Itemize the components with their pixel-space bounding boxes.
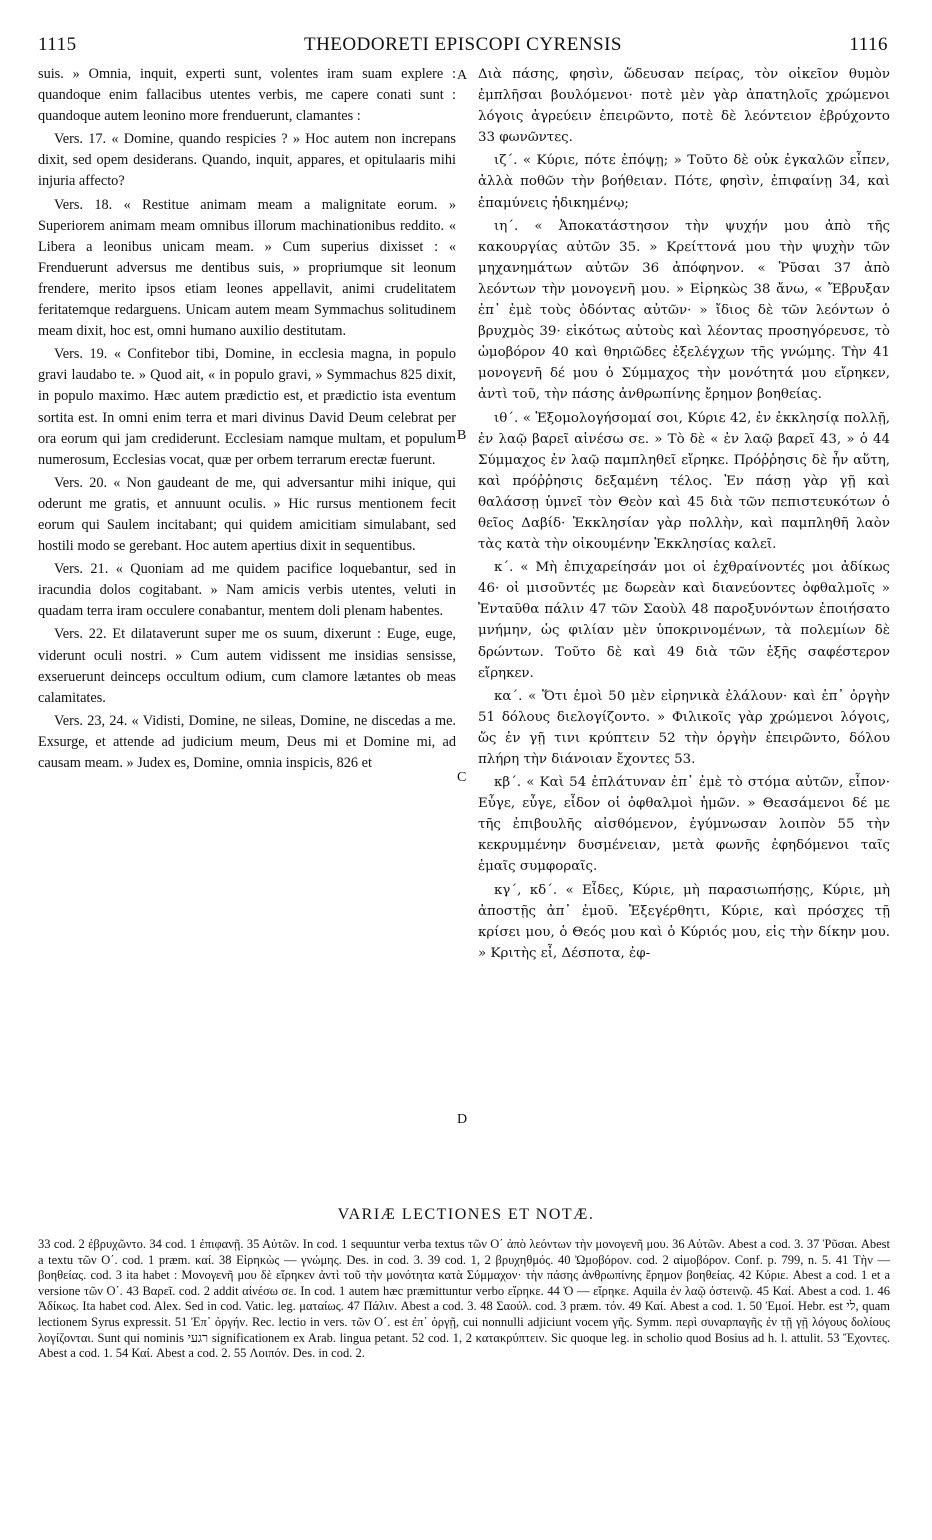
latin-paragraph: Vers. 19. « Confitebor tibi, Domine, in ecclesia magna, in populo gravi laudabo te. » Quod ait, « in populo gravi, » Symmachus 825 dixit, in populo maximo. Hæc autem prædictio est, et prædictio ista eventum sortita est. In omni enim terra et mari divinus David Deum celebrat per ora eorum qui jam crediderunt. Ecclesiam namque multam, et populum numerosum, Ecclesias vocat, quæ per orbem terrarum erectæ fuerunt.: [38, 346, 456, 468]
latin-paragraph: suis. » Omnia, inquit, experti sunt, volentes iram suam explere : quandoque enim fallacibus utentes verbis, me capere conati sunt : quandoque autem leonino more frenduerunt, clamantes :: [38, 66, 456, 125]
margin-mark-d: D: [457, 1112, 468, 1127]
greek-paragraph: κβ΄. « Καὶ 54 ἐπλάτυναν ἐπ᾽ ἐμὲ τὸ στόμα αὐτῶν, εἶπον· Εὖγε, εὖγε, εἶδον οἱ ὀφθαλμοὶ ἡμῶν. » Θεασάμενοι δέ με τῆς ἐπιβουλῆς αἰσθόμενον, ἐγύμνωσαν λοιπὸν 55 τὴν κεκρυμμένην δυσμένειαν, μετὰ φωνῆς ἐφηδόμενοι ταῖς ἐμαῖς συμφοραῖς.: [478, 775, 890, 875]
latin-paragraph: Vers. 21. « Quoniam ad me quidem pacifice loquebantur, sed in iracundia dolos cogitabant. » Nam amicis verbis utentes, veluti in quadam terra iram occulere conabantur, mentem doli plenam habentes.: [38, 561, 456, 620]
latin-column: [38, 64, 456, 776]
latin-paragraph: Vers. 23, 24. « Vidisti, Domine, ne sileas, Domine, ne discedas a me. Exsurge, et attende ad judicium meum, Deus mi et Domine mi, ad causam meam. » Judex es, Domine, omnia inspicis, 826 et: [38, 712, 456, 771]
right-page-number: 1116: [849, 34, 888, 55]
margin-mark-b: B: [457, 428, 467, 443]
greek-paragraph: ιθ΄. « Ἐξομολογήσομαί σοι, Κύριε 42, ἐν ἐκκλησίᾳ πολλῇ, ἐν λαῷ βαρεῖ αἰνέσω σε. » Τὸ δὲ « ἐν λαῷ βαρεῖ 43, » ὁ 44 Σύμμαχος ἐν λαῷ παμπληθεῖ εἴρηκε. Πρόῤῥησις δὲ ἦν αὕτη, καὶ πρόῤῥησις δεξαμένη τέλος. Ἐν πάσῃ γὰρ γῇ καὶ θαλάσσῃ ὑμνεῖ τὸν Θεὸν καὶ 45 διὰ τῶν πεπιστευκότων ὁ θεῖος Δαβίδ· Ἐκκλησίαν γὰρ πολλὴν, καὶ παμπληθῆ λαὸν τὰς κατὰ τὴν οἰκουμένην Ἐκκλησίας καλεῖ.: [478, 410, 890, 553]
notes-text: 33 cod. 2 ἐβρυχῶντο. 34 cod. 1 ἐπιφανῇ. 35 Αὐτῶν. In cod. 1 sequuntur verba textus τῶν Ο΄ ἀπὸ λεόντων τὴν μονογενῆ μου. 36 Αὐτῶν. Abest a cod. 3. 37 Ῥῦσαι. Abest a textu τῶν Ο΄. cod. 1 præm. καί. 38 Εἰρηκὼς — γνώμης. Des. in cod. 3. 39 cod. 1, 2 βρυχηθμός. 40 Ὠμοβόρον. cod. 2 αἱμοβόρον. Conf. p. 799, n. 5. 41 Τὴν — βοηθείας. cod. 3 ita habet : Μονογενῆ μου δὲ εἴρηκεν ἀντὶ τοῦ τὴν μονότητα κατὰ Σύμμαχον· τὴν πάσης ἀνθρωπίνης ἔρημον βοηθείας. 42 Κύριε. Abest a cod. 1 et a versione τῶν Ο΄. 43 Βαρεῖ. cod. 2 addit αἰνέσω σε. In cod. 1 autem hæc præmittuntur verbo εἴρηκε. 44 Ὁ — εἴρηκε. Aquila ἐν λαῷ ὀστεινῷ. 45 Καί. Abest a cod. 1. 46 Ἀδίκως. Ita habet cod. Alex. Sed in cod. Vatic. leg. ματαίως. 47 Πάλιν. Abest a cod. 3. 48 Σαούλ. cod. 3 præm. τόν. 49 Καί. Abest a cod. 1. 50 Ἐμοί. Hebr. est לי, quam lectionem Syrus expressit. 51 Ἐπ᾽ ὀργήν. Rec. lectio in vers. τῶν Ο΄. est ἐπ᾽ ὀργῇ, cui nonnulli adjiciunt vocem γῆς. Symm. περὶ συναρπαγῆς ἐν τῇ γῇ λόγους δολίους λογίζονται. Sunt qui nominis רגעי significationem ex Arab. lingua petant. 52 cod. 1, 2 κατακρύπτειν. Sic quoque leg. in scholio quod Bosius ad h. l. attulit. 53 Ἔχοντες. Abest a cod. 1. 54 Καί. Abest a cod. 2. 55 Λοιπόν. Des. in cod. 2.: [38, 1237, 891, 1361]
running-header: [38, 34, 888, 58]
notes-title: VARIÆ LECTIONES ET NOTÆ.: [337, 1206, 595, 1223]
greek-paragraph: κγ΄, κδ΄. « Εἶδες, Κύριε, μὴ παρασιωπήσῃς, Κύριε, μὴ ἀποστῇς ἀπ᾽ ἐμοῦ. Ἐξεγέρθητι, Κύριε, καὶ πρόσχες τῇ κρίσει μου, ὁ Θεός μου καὶ ὁ Κύριός μου, εἰς τὴν δίκην μου. » Κριτὴς εἶ, Δέσποτα, ἐφ-: [478, 882, 890, 961]
left-page-number: 1115: [38, 34, 77, 55]
latin-paragraph: Vers. 20. « Non gaudeant de me, qui adversantur mihi inique, qui oderunt me gratis, et annuunt oculis. » Hic rursus mentionem fecit eorum qui Saulem incitabant; qui quidem amicitiam simulabant, sed hostili modo se gerebant. Hoc autem apertius dixit in sequentibus.: [38, 474, 456, 555]
greek-paragraph: ιη΄. « Ἀποκατάστησον τὴν ψυχήν μου ἀπὸ τῆς κακουργίας αὐτῶν 35. » Κρείττονά μου τὴν ψυχὴν τῶν μηχανημάτων αὐτῶν 36 ἀπόφηνον. « Ῥῦσαι 37 ἀπὸ λεόντων τὴν μονογενῆ μου. » Εἰρηκὼς 38 ἄνω, « Ἔβρυξαν ἐπ᾽ ἐμὲ τοὺς ὀδόντας αὐτῶν· » ἴδιος δὲ τῶν λεόντων ὁ βρυχμὸς 39· εἰκότως αὐτοὺς καὶ λέοντας προσηγόρευσε, τὸ ὠμοβόρον 40 καὶ θηριῶδες ἐξελέγχων τῆς γνώμης. Τὴν 41 μονογενῆ δέ μου ὁ Σύμμαχος τὴν μονότητά μου εἴρηκεν, ἀντὶ τοῦ, τὴν πάσης ἀνθρωπίνης ἔρημον βοηθείας.: [478, 218, 890, 403]
margin-mark-c: C: [457, 770, 467, 785]
latin-paragraph: Vers. 17. « Domine, quando respicies ? » Hoc autem non increpans dixit, sed opem desiderans. Quando, inquit, appares, et opitulaaris mihi injuria affecto?: [38, 131, 456, 190]
latin-paragraph: Vers. 22. Et dilataverunt super me os suum, dixerunt : Euge, euge, viderunt oculi nostri. » Cum autem vidissent me insidias sensisse, exseruerunt deinceps occultum odium, cum clamore lætantes ob meas calamitates.: [38, 626, 456, 706]
margin-mark-a: A: [457, 68, 468, 83]
greek-paragraph: ιζ΄. « Κύριε, πότε ἐπόψῃ; » Τοῦτο δὲ οὐκ ἐγκαλῶν εἶπεν, ἀλλὰ ποθῶν τὴν βοήθειαν. Πότε, φησὶν, ἐπιφαίνῃ 34, καὶ ἐπαμύνεις ἠδικημένῳ;: [478, 153, 890, 211]
greek-paragraph: κ΄. « Μὴ ἐπιχαρείησάν μοι οἱ ἐχθραίνοντές μοι ἀδίκως 46· οἱ μισοῦντές με δωρεὰν καὶ διανεύοντες ὀφθαλμοῖς » Ἐνταῦθα πάλιν 47 τῶν Σαοὺλ 48 παροξυνόντων ἐποιήσατο μνήμην, ὡς φιλίαν μὲν ὑποκρινομένων, τὰ πολεμίων δὲ δρώντων. Τοῦτο δὲ καὶ 49 διὰ τῶν ἑξῆς σαφέστερον εἴρηκεν.: [478, 560, 890, 681]
greek-paragraph: Διὰ πάσης, φησὶν, ὥδευσαν πείρας, τὸν οἰκεῖον θυμὸν ἐμπλῆσαι βουλόμενοι· ποτὲ μὲν γὰρ ἀπατηλοῖς χρώμενοι λόγοις ἀγρεύειν ἐπειρῶντο, ποτὲ δὲ λεόντειον ἐβρύχοντο 33 φωνῶντες.: [478, 67, 890, 146]
greek-column: [478, 64, 890, 966]
greek-paragraph: κα΄. « Ὅτι ἐμοὶ 50 μὲν εἰρηνικὰ ἐλάλουν· καὶ ἐπ᾽ ὀργὴν 51 δόλους διελογίζοντο. » Φιλικοῖς γὰρ χρώμενοι λόγοις, ὥς ἐν γῇ τινι κρύπτειν 52 τὴν ὀργὴν ἐπειρῶντο, δόλου πλήρη τὴν διάνοιαν ἔχοντες 53.: [478, 688, 890, 767]
latin-paragraph: Vers. 18. « Restitue animam meam a malignitate eorum. » Superiorem animam meam omnibus illorum machinationibus reddito. « Libera a leonibus unicam meam. » Cum superius dixisset : « Frenduerunt adversus me dentibus suis, » propriumque sit leonum frendere, merito ipsos etiam leones appellavit, animi crudelitatem feritatemque redarguens. Unicam autem meam Symmachus solitudinem meam dixit, hoc est, omni humano auxilio destitutam.: [38, 196, 456, 340]
running-title: THEODORETI EPISCOPI CYRENSIS: [303, 34, 623, 55]
